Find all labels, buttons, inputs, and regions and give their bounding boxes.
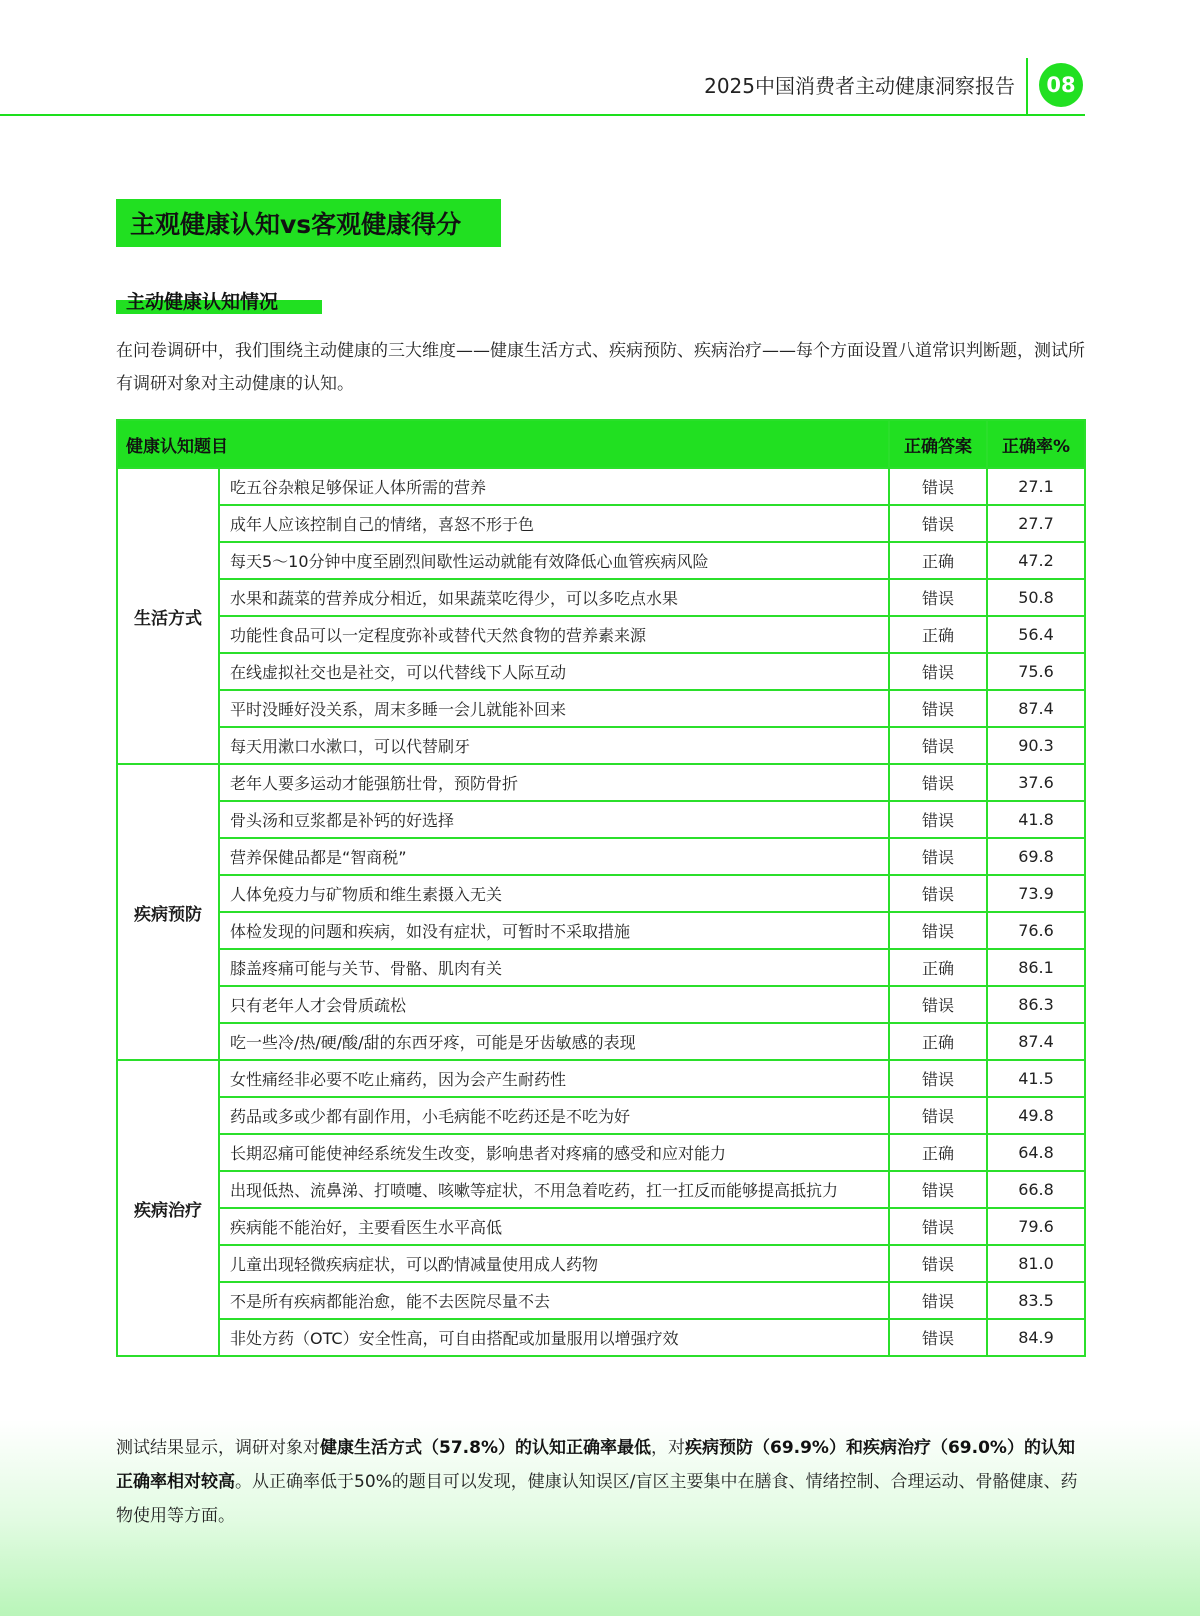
rate-cell: 41.8 — [987, 801, 1085, 838]
rate-cell: 75.6 — [987, 653, 1085, 690]
table-row — [117, 764, 1085, 801]
answer-cell: 错误 — [889, 1060, 987, 1097]
table-row — [117, 690, 1085, 727]
rate-cell: 79.6 — [987, 1208, 1085, 1245]
answer-cell: 错误 — [889, 1282, 987, 1319]
intro-paragraph: 在问卷调研中，我们围绕主动健康的三大维度——健康生活方式、疾病预防、疾病治疗——每个方面设置八道常识判断题，测试所有调研对象对主动健康的认知。 — [116, 341, 1085, 394]
question-cell: 体检发现的问题和疾病，如没有症状，可暂时不采取措施 — [219, 912, 889, 949]
header-question: 健康认知题目 — [117, 420, 889, 468]
answer-cell: 错误 — [889, 801, 987, 838]
header-answer: 正确答案 — [889, 420, 987, 468]
answer-cell: 错误 — [889, 986, 987, 1023]
question-cell: 平时没睡好没关系，周末多睡一会儿就能补回来 — [219, 690, 889, 727]
conclusion-paragraph — [116, 1431, 1091, 1533]
rate-cell: 49.8 — [987, 1097, 1085, 1134]
rate-cell: 86.1 — [987, 949, 1085, 986]
table-row — [117, 1134, 1085, 1171]
question-cell: 不是所有疾病都能治愈，能不去医院尽量不去 — [219, 1282, 889, 1319]
answer-cell: 错误 — [889, 764, 987, 801]
question-cell: 疾病能不能治好，主要看医生水平高低 — [219, 1208, 889, 1245]
table-row — [117, 801, 1085, 838]
rate-cell: 56.4 — [987, 616, 1085, 653]
question-cell: 每天用漱口水漱口，可以代替刷牙 — [219, 727, 889, 764]
table-row — [117, 1023, 1085, 1060]
rate-cell: 76.6 — [987, 912, 1085, 949]
header-rate: 正确率% — [987, 420, 1085, 468]
answer-cell: 错误 — [889, 1208, 987, 1245]
question-cell: 药品或多或少都有副作用，小毛病能不吃药还是不吃为好 — [219, 1097, 889, 1134]
table-row — [117, 949, 1085, 986]
table-row — [117, 505, 1085, 542]
answer-cell: 正确 — [889, 1023, 987, 1060]
table-row — [117, 616, 1085, 653]
answer-cell: 错误 — [889, 838, 987, 875]
rate-cell: 73.9 — [987, 875, 1085, 912]
answer-cell: 错误 — [889, 690, 987, 727]
rate-cell: 86.3 — [987, 986, 1085, 1023]
question-cell: 长期忍痛可能使神经系统发生改变，影响患者对疼痛的感受和应对能力 — [219, 1134, 889, 1171]
rate-cell: 50.8 — [987, 579, 1085, 616]
table-row — [117, 986, 1085, 1023]
rate-cell: 27.1 — [987, 468, 1085, 505]
table-row — [117, 468, 1085, 505]
conclusion-text-1: 测试结果显示，调研对象对 — [116, 1438, 320, 1458]
table-row — [117, 579, 1085, 616]
page-number-badge: 08 — [1039, 63, 1083, 107]
answer-cell: 错误 — [889, 875, 987, 912]
rate-cell: 87.4 — [987, 690, 1085, 727]
answer-cell: 错误 — [889, 727, 987, 764]
category-cell: 疾病治疗 — [117, 1060, 219, 1356]
question-cell: 女性痛经非必要不吃止痛药，因为会产生耐药性 — [219, 1060, 889, 1097]
subsection-title — [116, 287, 278, 314]
answer-cell: 正确 — [889, 949, 987, 986]
header-rule — [0, 114, 1085, 116]
table-row — [117, 1208, 1085, 1245]
table-row — [117, 653, 1085, 690]
answer-cell: 错误 — [889, 1319, 987, 1356]
conclusion-highlight-2: 疾病预防（69.9%）和疾病治疗（69.0%）的认知正确率相对较高 — [116, 1438, 1075, 1492]
table-body — [117, 468, 1085, 1356]
question-cell: 吃一些冷/热/硬/酸/甜的东西牙疼，可能是牙齿敏感的表现 — [219, 1023, 889, 1060]
answer-cell: 正确 — [889, 1134, 987, 1171]
question-cell: 每天5～10分钟中度至剧烈间歇性运动就能有效降低心血管疾病风险 — [219, 542, 889, 579]
question-cell: 功能性食品可以一定程度弥补或替代天然食物的营养素来源 — [219, 616, 889, 653]
table-row — [117, 542, 1085, 579]
rate-cell: 84.9 — [987, 1319, 1085, 1356]
rate-cell: 37.6 — [987, 764, 1085, 801]
rate-cell: 69.8 — [987, 838, 1085, 875]
question-cell: 出现低热、流鼻涕、打喷嚏、咳嗽等症状，不用急着吃药，扛一扛反而能够提高抵抗力 — [219, 1171, 889, 1208]
category-cell: 疾病预防 — [117, 764, 219, 1060]
table-row — [117, 1319, 1085, 1356]
table-row — [117, 727, 1085, 764]
question-cell: 在线虚拟社交也是社交，可以代替线下人际互动 — [219, 653, 889, 690]
question-cell: 吃五谷杂粮足够保证人体所需的营养 — [219, 468, 889, 505]
table-row — [117, 1171, 1085, 1208]
rate-cell: 90.3 — [987, 727, 1085, 764]
table-row — [117, 912, 1085, 949]
table-row — [117, 1097, 1085, 1134]
question-cell: 人体免疫力与矿物质和维生素摄入无关 — [219, 875, 889, 912]
health-cognition-table — [116, 419, 1086, 1357]
table-header-row — [117, 420, 1085, 468]
answer-cell: 错误 — [889, 1097, 987, 1134]
answer-cell: 错误 — [889, 1171, 987, 1208]
question-cell: 骨头汤和豆浆都是补钙的好选择 — [219, 801, 889, 838]
answer-cell: 错误 — [889, 653, 987, 690]
conclusion-highlight-1: 健康生活方式（57.8%）的认知正确率最低 — [320, 1438, 651, 1458]
answer-cell: 错误 — [889, 468, 987, 505]
question-cell: 儿童出现轻微疾病症状，可以酌情减量使用成人药物 — [219, 1245, 889, 1282]
answer-cell: 正确 — [889, 542, 987, 579]
table-row — [117, 1282, 1085, 1319]
question-cell: 水果和蔬菜的营养成分相近，如果蔬菜吃得少，可以多吃点水果 — [219, 579, 889, 616]
table-row — [117, 1060, 1085, 1097]
answer-cell: 错误 — [889, 1245, 987, 1282]
rate-cell: 81.0 — [987, 1245, 1085, 1282]
report-title: 2025中国消费者主动健康洞察报告 — [704, 74, 1015, 98]
header-divider — [1026, 58, 1028, 116]
question-cell: 只有老年人才会骨质疏松 — [219, 986, 889, 1023]
rate-cell: 83.5 — [987, 1282, 1085, 1319]
question-cell: 膝盖疼痛可能与关节、骨骼、肌肉有关 — [219, 949, 889, 986]
table-row — [117, 1245, 1085, 1282]
answer-cell: 错误 — [889, 579, 987, 616]
question-cell: 非处方药（OTC）安全性高，可自由搭配或加量服用以增强疗效 — [219, 1319, 889, 1356]
table-row — [117, 875, 1085, 912]
table-row — [117, 838, 1085, 875]
answer-cell: 错误 — [889, 505, 987, 542]
rate-cell: 41.5 — [987, 1060, 1085, 1097]
rate-cell: 66.8 — [987, 1171, 1085, 1208]
category-cell: 生活方式 — [117, 468, 219, 764]
section-title: 主观健康认知vs客观健康得分 — [116, 199, 501, 247]
question-cell: 老年人要多运动才能强筋壮骨，预防骨折 — [219, 764, 889, 801]
conclusion-text-2: ，对 — [650, 1438, 685, 1458]
rate-cell: 64.8 — [987, 1134, 1085, 1171]
answer-cell: 错误 — [889, 912, 987, 949]
answer-cell: 正确 — [889, 616, 987, 653]
conclusion-text-3: 。从正确率低于50%的题目可以发现，健康认知误区/盲区主要集中在膳食、情绪控制、合理运动、骨骼健康、药物使用等方面。 — [116, 1472, 1078, 1526]
subsection-title-text: 主动健康认知情况 — [126, 291, 279, 313]
rate-cell: 47.2 — [987, 542, 1085, 579]
question-cell: 营养保健品都是“智商税” — [219, 838, 889, 875]
rate-cell: 27.7 — [987, 505, 1085, 542]
rate-cell: 87.4 — [987, 1023, 1085, 1060]
question-cell: 成年人应该控制自己的情绪，喜怒不形于色 — [219, 505, 889, 542]
